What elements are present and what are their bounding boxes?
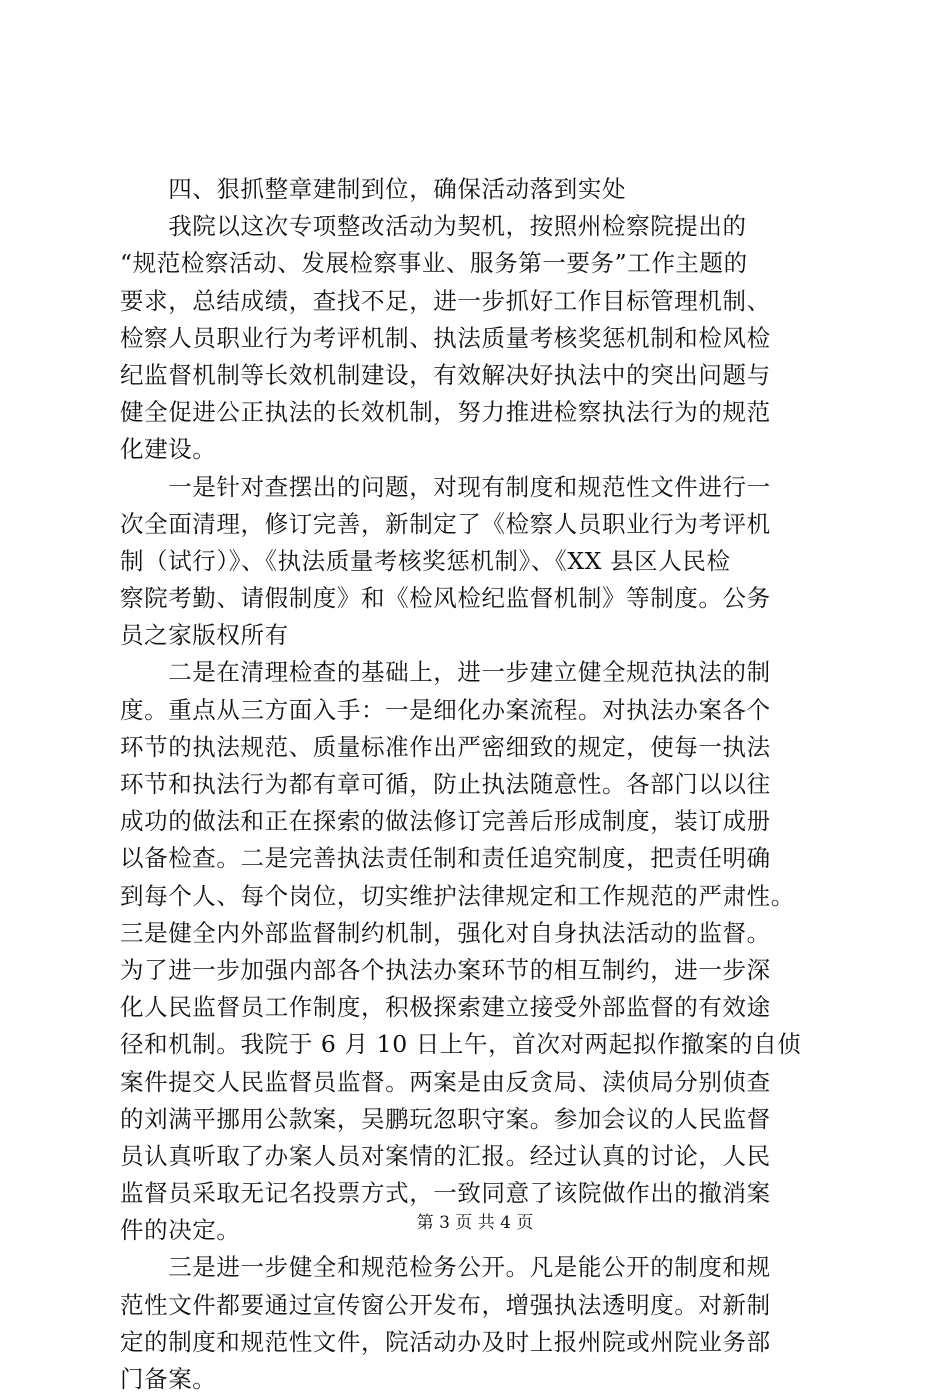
text-line: 门备案。 <box>120 1365 217 1393</box>
paragraph <box>120 469 832 655</box>
text-line: 察院考勤、请假制度》和《检风检纪监督机制》等制度。公务 <box>120 584 771 613</box>
text-line: 制（试行）》、《执法质量考核奖惩机制》、《XX 县区人民检 <box>120 546 731 575</box>
text-line: 纪监督机制等长效机制建设，有效解决好执法中的突出问题与 <box>120 360 771 389</box>
text-line: 监督员采取无记名投票方式，一致同意了该院做作出的撤消案 <box>120 1179 771 1208</box>
text-line: 员之家版权所有 <box>120 621 289 650</box>
text-line: 度。重点从三方面入手：一是细化办案流程。对执法办案各个 <box>120 695 771 724</box>
text-line: 四、狠抓整章建制到位，确保活动落到实处 <box>120 175 627 203</box>
paragraph <box>120 654 832 1249</box>
text-line: 一是针对查摆出的问题，对现有制度和规范性文件进行一 <box>120 472 771 501</box>
text-line: 到每个人、每个岗位，切实维护法律规定和工作规范的严肃性。 <box>120 881 795 910</box>
text-line: 检察人员职业行为考评机制、执法质量考核奖惩机制和检风检 <box>120 323 771 352</box>
text-line: 次全面清理，修订完善，新制定了《检察人员职业行为考评机 <box>120 509 771 538</box>
text-line: 二是在清理检查的基础上，进一步建立健全规范执法的制 <box>120 658 771 687</box>
text-line: 环节和执法行为都有章可循，防止执法随意性。各部门以以往 <box>120 770 771 798</box>
text-line: 三是进一步健全和规范检务公开。凡是能公开的制度和规 <box>120 1253 771 1282</box>
text-line: 环节的执法规范、质量标准作出严密细致的规定，使每一执法 <box>120 732 771 761</box>
text-line: 定的制度和规范性文件，院活动办及时上报州院或州院业务部 <box>120 1327 771 1356</box>
text-line: 化人民监督员工作制度，积极探索建立接受外部监督的有效途 <box>120 993 771 1022</box>
paragraph <box>120 171 832 208</box>
text-line: 为了进一步加强内部各个执法办案环节的相互制约，进一步深 <box>120 955 771 984</box>
page-footer: 第 3 页 共 4 页 <box>416 1213 534 1233</box>
text-line: “规范检察活动、发展检察事业、服务第一要务”工作主题的 <box>120 249 748 278</box>
paragraph <box>120 208 832 468</box>
paragraph <box>120 1249 832 1398</box>
text-line: 范性文件都要通过宣传窗公开发布，增强执法透明度。对新制 <box>120 1290 771 1319</box>
text-line: 我院以这次专项整改活动为契机，按照州检察院提出的 <box>120 212 747 241</box>
text-line: 案件提交人民监督员监督。两案是由反贪局、渎侦局分别侦查 <box>120 1067 771 1096</box>
text-line: 三是健全内外部监督制约机制，强化对自身执法活动的监督。 <box>120 918 771 947</box>
text-line: 件的决定。 <box>120 1216 241 1245</box>
text-line: 要求，总结成绩，查找不足，进一步抓好工作目标管理机制、 <box>120 286 771 315</box>
text-line: 健全促进公正执法的长效机制，努力推进检察执法行为的规范 <box>120 398 771 427</box>
text-line: 的刘满平挪用公款案，吴鹏玩忽职守案。参加会议的人民监督 <box>120 1104 771 1133</box>
text-line: 成功的做法和正在探索的做法修订完善后形成制度，装订成册 <box>120 807 771 836</box>
text-line: 员认真听取了办案人员对案情的汇报。经过认真的讨论，人民 <box>120 1141 771 1170</box>
text-line: 化建设。 <box>120 435 217 464</box>
text-line: 径和机制。我院于 6 月 10 日上午，首次对两起拟作撤案的自侦 <box>120 1030 802 1059</box>
text-line: 以备检查。二是完善执法责任制和责任追究制度，把责任明确 <box>120 844 771 873</box>
